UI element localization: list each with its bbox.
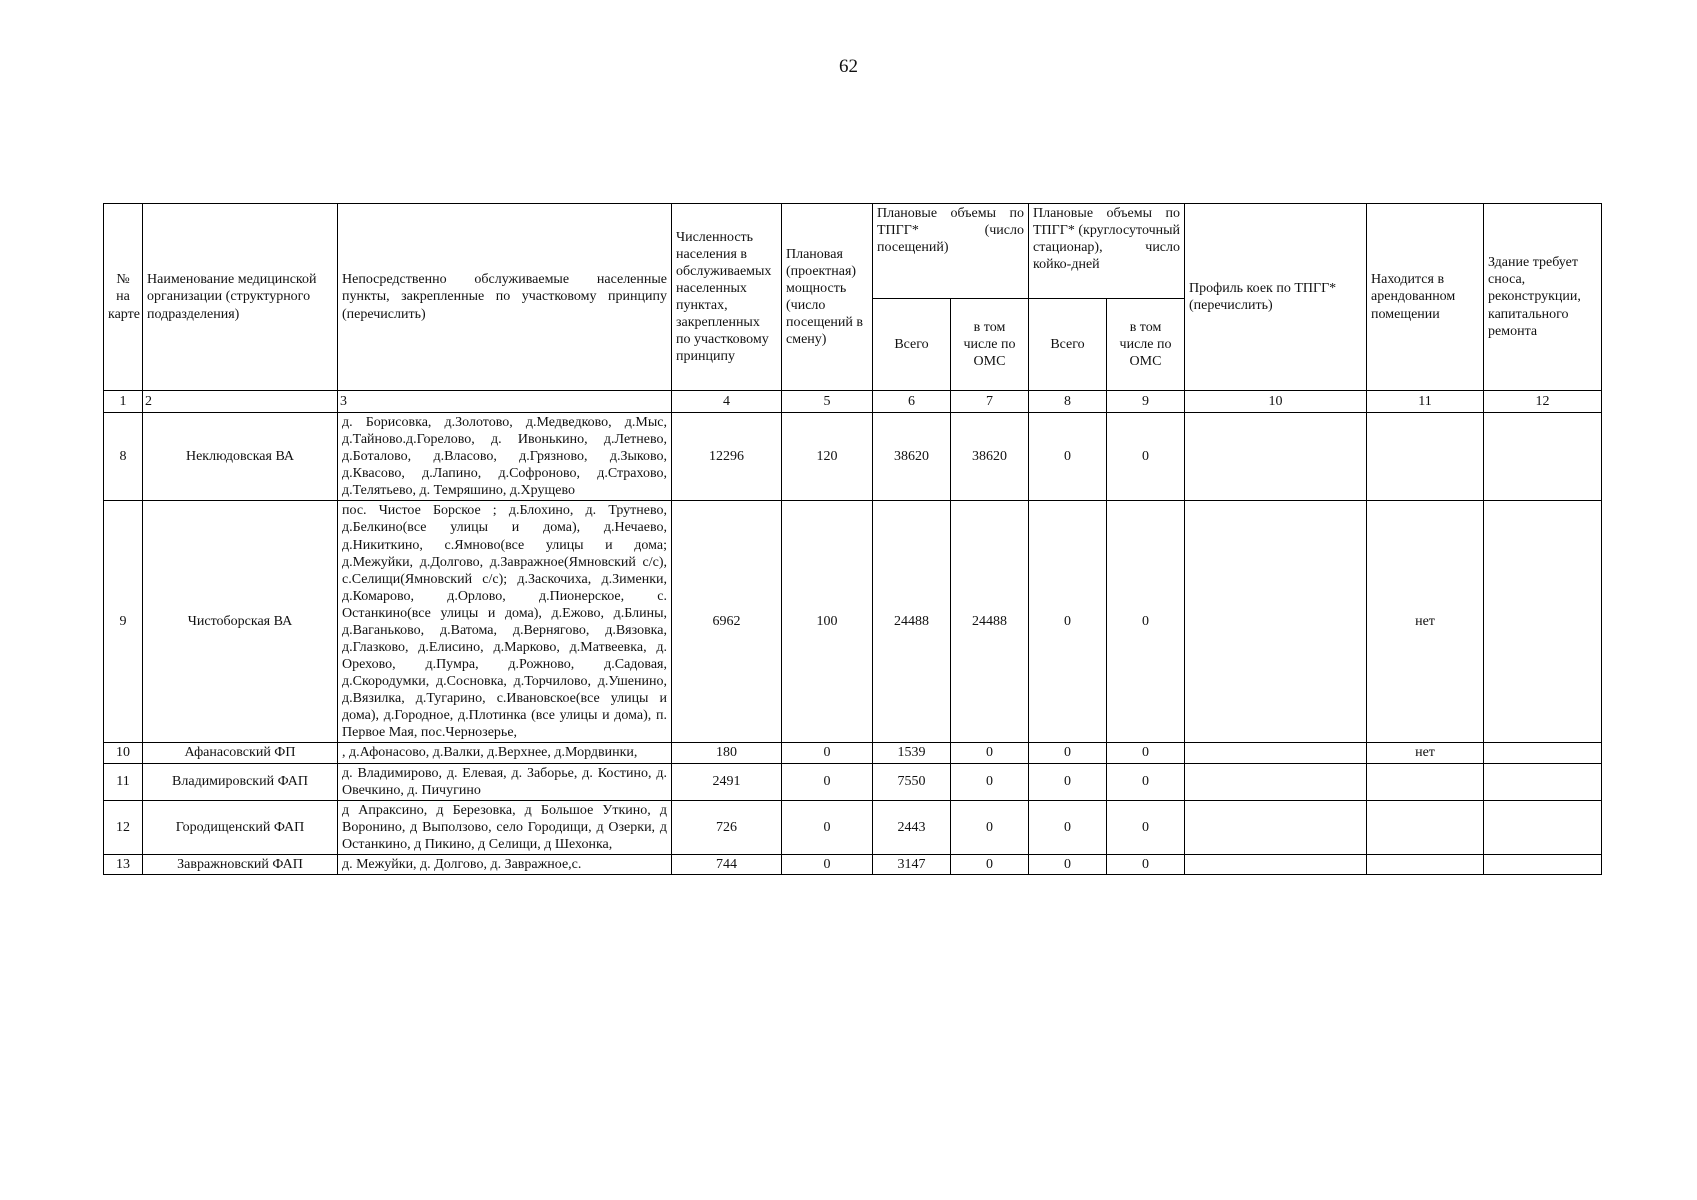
cell-settlements: д Апраксино, д Березовка, д Большое Уткино, д Воронино, д Выползово, село Городищи, д Озерки, д Останкино, д Пикино, д Селищи, д Шехонка, [338, 800, 672, 854]
column-number-row [104, 391, 1602, 413]
cell-rented [1367, 763, 1484, 800]
cell-beds-oms: 0 [1107, 501, 1185, 743]
header-bed-day-volumes: Плановые объемы по ТПГГ* (круглосуточный стационар), число койко-дней [1029, 204, 1185, 299]
cell-population: 12296 [672, 413, 782, 501]
column-number: 11 [1367, 391, 1484, 413]
cell-visits-total: 24488 [873, 501, 951, 743]
cell-beds-oms: 0 [1107, 800, 1185, 854]
cell-bed-profile [1185, 763, 1367, 800]
cell-bed-profile [1185, 413, 1367, 501]
cell-repair [1484, 800, 1602, 854]
cell-population: 744 [672, 854, 782, 874]
medical-organizations-table [103, 203, 1602, 875]
table-row [104, 800, 1602, 854]
cell-map-number: 12 [104, 800, 143, 854]
column-number: 7 [951, 391, 1029, 413]
column-number: 12 [1484, 391, 1602, 413]
cell-map-number: 13 [104, 854, 143, 874]
column-number: 8 [1029, 391, 1107, 413]
header-beds-total: Всего [1029, 299, 1107, 391]
column-number: 3 [338, 391, 672, 413]
cell-organization-name: Неклюдовская ВА [143, 413, 338, 501]
header-capacity: Плановая (проектная) мощность (число посещений в смену) [782, 204, 873, 391]
column-number: 1 [104, 391, 143, 413]
cell-repair [1484, 501, 1602, 743]
table-row [104, 743, 1602, 763]
cell-settlements: , д.Афонасово, д.Валки, д.Верхнее, д.Мордвинки, [338, 743, 672, 763]
table-row [104, 854, 1602, 874]
cell-beds-total: 0 [1029, 800, 1107, 854]
cell-rented: нет [1367, 743, 1484, 763]
column-number: 9 [1107, 391, 1185, 413]
cell-visits-oms: 0 [951, 854, 1029, 874]
cell-settlements: д. Межуйки, д. Долгово, д. Завражное,с. [338, 854, 672, 874]
cell-settlements: пос. Чистое Борское ; д.Блохино, д. Трутнево, д.Белкино(все улицы и дома), д.Нечаево, д.Никиткино, с.Ямново(все улицы и дома; д.Межуйки, д.Долгово, д.Завражное(Ямновский с/с), с.Селищи(Ямновский с/с); д.Заскочиха, д.Зименки, д.Комарово, д.Орлово, д.Пионерское, с. Останкино(все улицы и дома), д.Ежово, д.Блины, д.Ваганьково, д.Ватома, д.Вернягово, д.Вязовка, д.Глазково, д.Елисино, д.Марково, д.Матвеевка, д. Орехово, д.Пумра, д.Рожново, д.Садовая, д.Скородумки, д.Сосновка, д.Торчилово, д.Ушенино, д.Вязилка, д.Тугарино, с.Ивановское(все улицы и дома), д.Городное, д.Плотинка (все улицы и дома), п. Первое Мая, пос.Чернозерье, [338, 501, 672, 743]
cell-repair [1484, 763, 1602, 800]
cell-visits-total: 2443 [873, 800, 951, 854]
table-row [104, 501, 1602, 743]
header-population: Численность населения в обслуживаемых населенных пунктах, закрепленных по участковому принципу [672, 204, 782, 391]
cell-organization-name: Владимировский ФАП [143, 763, 338, 800]
cell-capacity: 0 [782, 800, 873, 854]
cell-capacity: 100 [782, 501, 873, 743]
cell-visits-total: 3147 [873, 854, 951, 874]
cell-repair [1484, 413, 1602, 501]
cell-rented [1367, 854, 1484, 874]
cell-bed-profile [1185, 854, 1367, 874]
header-visits-oms: в том числе по ОМС [951, 299, 1029, 391]
cell-rented [1367, 413, 1484, 501]
cell-visits-oms: 0 [951, 800, 1029, 854]
cell-settlements: д. Владимирово, д. Елевая, д. Заборье, д. Костино, д. Овечкино, д. Пичугино [338, 763, 672, 800]
cell-visits-oms: 0 [951, 763, 1029, 800]
cell-visits-total: 38620 [873, 413, 951, 501]
header-building-repair: Здание требует сноса, реконструкции, капитального ремонта [1484, 204, 1602, 391]
cell-beds-oms: 0 [1107, 743, 1185, 763]
column-number: 5 [782, 391, 873, 413]
cell-organization-name: Чистоборская ВА [143, 501, 338, 743]
cell-beds-oms: 0 [1107, 763, 1185, 800]
column-number: 6 [873, 391, 951, 413]
cell-rented: нет [1367, 501, 1484, 743]
cell-map-number: 9 [104, 501, 143, 743]
cell-population: 2491 [672, 763, 782, 800]
header-organization-name: Наименование медицинской организации (структурного подразделения) [143, 204, 338, 391]
column-number: 4 [672, 391, 782, 413]
cell-settlements: д. Борисовка, д.Золотово, д.Медведково, д.Мыс, д.Тайново.д.Горелово, д. Ивонькино, д.Летнево, д.Боталово, д.Власово, д.Грязново, д.Зыково, д.Квасово, д.Лапино, д.Софроново, д.Страхово, д.Телятьево, д. Темряшино, д.Хрущево [338, 413, 672, 501]
page-number: 62 [839, 56, 858, 77]
cell-map-number: 11 [104, 763, 143, 800]
cell-beds-oms: 0 [1107, 413, 1185, 501]
header-beds-oms: в том числе по ОМС [1107, 299, 1185, 391]
header-bed-profile: Профиль коек по ТПГГ* (перечислить) [1185, 204, 1367, 391]
header-settlements: Непосредственно обслуживаемые населенные пункты, закрепленные по участковому принципу (перечислить) [338, 204, 672, 391]
cell-beds-total: 0 [1029, 854, 1107, 874]
cell-beds-total: 0 [1029, 763, 1107, 800]
cell-beds-total: 0 [1029, 501, 1107, 743]
table-row [104, 763, 1602, 800]
cell-visits-oms: 24488 [951, 501, 1029, 743]
cell-bed-profile [1185, 501, 1367, 743]
cell-beds-oms: 0 [1107, 854, 1185, 874]
header-map-number: № на карте [104, 204, 143, 391]
cell-organization-name: Афанасовский ФП [143, 743, 338, 763]
header-visit-volumes: Плановые объемы по ТПГГ* (число посещений) [873, 204, 1029, 299]
cell-visits-total: 7550 [873, 763, 951, 800]
cell-repair [1484, 743, 1602, 763]
cell-population: 180 [672, 743, 782, 763]
cell-visits-oms: 38620 [951, 413, 1029, 501]
cell-bed-profile [1185, 800, 1367, 854]
cell-repair [1484, 854, 1602, 874]
table-body [104, 413, 1602, 875]
cell-population: 6962 [672, 501, 782, 743]
cell-visits-oms: 0 [951, 743, 1029, 763]
cell-organization-name: Завражновский ФАП [143, 854, 338, 874]
table-row [104, 413, 1602, 501]
table-header [104, 204, 1602, 413]
cell-organization-name: Городищенский ФАП [143, 800, 338, 854]
header-row-1 [104, 204, 1602, 299]
header-visits-total: Всего [873, 299, 951, 391]
header-rented-premises: Находится в арендованном помещении [1367, 204, 1484, 391]
column-number: 2 [143, 391, 338, 413]
cell-map-number: 8 [104, 413, 143, 501]
cell-map-number: 10 [104, 743, 143, 763]
cell-population: 726 [672, 800, 782, 854]
cell-capacity: 0 [782, 854, 873, 874]
cell-visits-total: 1539 [873, 743, 951, 763]
cell-capacity: 0 [782, 743, 873, 763]
cell-beds-total: 0 [1029, 743, 1107, 763]
cell-capacity: 0 [782, 763, 873, 800]
cell-beds-total: 0 [1029, 413, 1107, 501]
cell-capacity: 120 [782, 413, 873, 501]
column-number: 10 [1185, 391, 1367, 413]
cell-bed-profile [1185, 743, 1367, 763]
cell-rented [1367, 800, 1484, 854]
